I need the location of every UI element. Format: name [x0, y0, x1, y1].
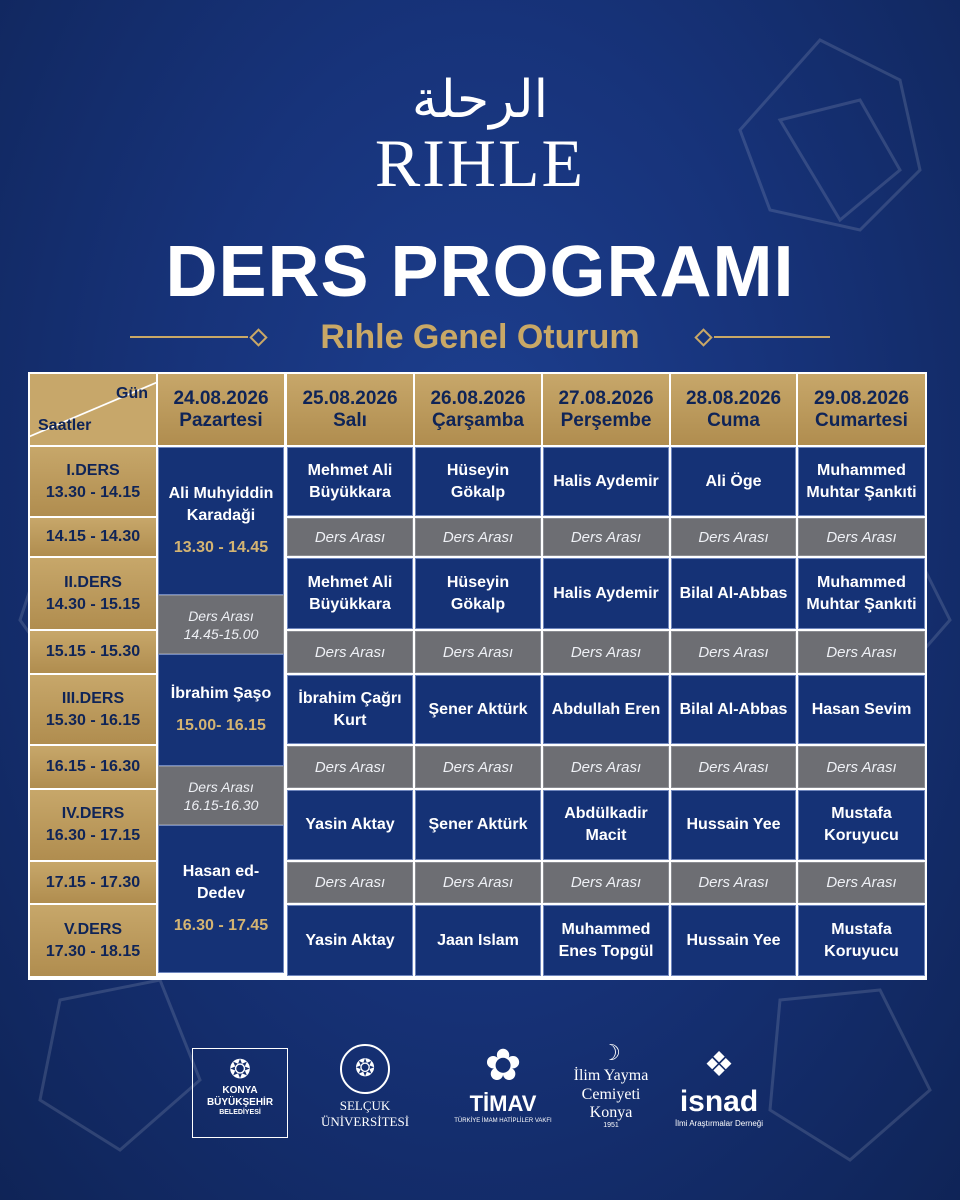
day-date: 27.08.2026 — [558, 387, 654, 409]
lesson-cell — [158, 654, 284, 766]
break-label: Ders Arası — [570, 643, 642, 661]
day-date: 26.08.2026 — [430, 387, 526, 409]
time-range: 14.15 - 14.30 — [45, 528, 141, 545]
lesson-cell — [415, 675, 541, 744]
lesson-teacher: İbrahim Çağrı Kurt — [298, 689, 402, 729]
break-label: Ders Arası — [826, 758, 897, 776]
day-header — [287, 374, 413, 445]
lesson-cell — [543, 447, 669, 516]
divider-right — [714, 336, 830, 338]
time-label: V.DERS — [63, 920, 123, 938]
break-cell — [543, 746, 669, 788]
lesson-teacher: Hasan ed-Dedev — [182, 863, 260, 902]
lesson-teacher: İbrahim Şaşo — [170, 685, 272, 702]
lesson-teacher: Hüseyin Gökalp — [446, 461, 510, 501]
break-label: Ders Arası — [570, 874, 642, 891]
lesson-teacher: Hasan Sevim — [811, 700, 912, 718]
lesson-teacher: Mustafa Koruyucu — [824, 920, 899, 960]
break-label: Ders Arası — [826, 874, 897, 891]
break-cell — [415, 746, 541, 788]
rosette-icon: ✿ — [484, 1041, 522, 1090]
break-cell — [543, 862, 669, 903]
break-label: Ders Arası — [698, 758, 769, 776]
lesson-teacher: Mehmet Ali Büyükkara — [307, 573, 393, 613]
eagle-emblem-icon: ❂ — [229, 1054, 251, 1084]
day-date: 25.08.2026 — [302, 387, 398, 409]
day-name: Cumartesi — [815, 409, 908, 431]
break-label: Ders Arası — [698, 643, 769, 661]
sponsor-selcuk-sub: ÜNİVERSİTESİ — [320, 1114, 410, 1129]
break-label: Ders Arası — [188, 778, 254, 795]
break-label: Ders Arası — [314, 874, 386, 891]
break-cell — [415, 631, 541, 673]
break-cell — [158, 595, 284, 654]
break-time: 16.15-16.30 — [183, 796, 259, 813]
lesson-teacher: Jaan Islam — [437, 931, 519, 949]
break-label: Ders Arası — [570, 528, 642, 546]
break-label: Ders Arası — [826, 528, 897, 546]
time-label: III.DERS — [61, 689, 125, 707]
time-range: 14.30 - 15.15 — [45, 595, 141, 613]
sponsor-timav-sub: TÜRKİYE İMAM HATİPLİLER VAKFI — [454, 1118, 552, 1124]
time-range: 16.15 - 16.30 — [45, 758, 141, 775]
lesson-cell — [798, 675, 925, 744]
time-slot — [30, 518, 156, 556]
break-label: Ders Arası — [314, 643, 386, 661]
lesson-teacher: Şener Aktürk — [428, 816, 528, 833]
sponsor-isnad-name: isnad — [679, 1085, 759, 1118]
lesson-teacher: Yasin Aktay — [305, 931, 395, 949]
crescent-star-icon: ☽ — [601, 1040, 621, 1065]
lesson-cell — [543, 558, 669, 629]
day-header — [158, 374, 284, 445]
sponsor-timav-name: TİMAV — [469, 1091, 537, 1116]
break-label: Ders Arası — [698, 528, 769, 546]
lesson-teacher: Hussain Yee — [686, 931, 781, 949]
page-subtitle: Rıhle Genel Oturum — [320, 318, 640, 356]
lesson-cell — [415, 790, 541, 860]
sponsor-logos — [0, 1040, 960, 1150]
lesson-teacher: Yasin Aktay — [305, 816, 395, 833]
day-name: Cuma — [707, 409, 760, 431]
time-slot — [30, 631, 156, 673]
break-cell — [798, 631, 925, 673]
break-time: 14.45-15.00 — [183, 625, 259, 642]
lesson-cell — [798, 905, 925, 976]
lesson-teacher: Şener Aktürk — [428, 700, 528, 718]
day-date: 29.08.2026 — [813, 387, 910, 409]
break-label: Ders Arası — [188, 607, 254, 624]
break-cell — [415, 518, 541, 556]
time-slot — [30, 790, 156, 860]
lesson-teacher: Halis Aydemir — [553, 472, 659, 490]
lesson-cell — [158, 447, 284, 595]
day-header — [543, 374, 669, 445]
break-cell — [415, 862, 541, 903]
lesson-teacher: Muhammed Muhtar Şankıti — [806, 573, 917, 613]
lesson-cell — [158, 825, 284, 973]
time-slot — [30, 558, 156, 629]
logo-latin: RIHLE — [374, 125, 586, 201]
lesson-cell — [287, 675, 413, 744]
break-label: Ders Arası — [442, 758, 514, 776]
lesson-time: 15.00- 16.15 — [176, 717, 266, 734]
lesson-cell — [543, 905, 669, 976]
break-cell — [798, 862, 925, 903]
lesson-cell — [287, 905, 413, 976]
lesson-cell — [287, 558, 413, 629]
lesson-teacher: Muhammed Enes Topgül — [558, 920, 654, 960]
day-header — [415, 374, 541, 445]
time-slot — [30, 447, 156, 516]
sponsor-ilim-yayma — [566, 1040, 656, 1150]
sponsor-konya-sub: BELEDİYESİ — [219, 1109, 261, 1116]
lesson-teacher: Abdülkadir Macit — [564, 805, 648, 844]
isnad-mark-icon: ❖ — [703, 1046, 735, 1084]
break-label: Ders Arası — [314, 528, 386, 546]
eagle-seal-icon: ❂ — [340, 1044, 390, 1094]
day-name: Çarşamba — [432, 409, 524, 431]
lesson-teacher: Bilal Al-Abbas — [679, 700, 788, 718]
day-name: Pazartesi — [179, 409, 263, 431]
time-range: 16.30 - 17.15 — [45, 827, 141, 844]
lesson-cell — [415, 447, 541, 516]
sponsor-selcuk-name: SELÇUK — [339, 1098, 391, 1113]
sponsor-ilim-name: İlim Yayma Cemiyeti — [573, 1067, 649, 1103]
sponsor-isnad-sub: İlmi Araştırmalar Derneği — [674, 1119, 764, 1128]
time-slot — [30, 746, 156, 788]
lesson-time: 16.30 - 17.45 — [173, 917, 269, 934]
break-cell — [287, 518, 413, 556]
break-cell — [543, 631, 669, 673]
lesson-teacher: Hüseyin Gökalp — [446, 573, 510, 613]
time-slot — [30, 862, 156, 903]
lesson-cell — [287, 447, 413, 516]
break-cell — [671, 631, 796, 673]
lesson-teacher: Abdullah Eren — [551, 700, 661, 718]
break-label: Ders Arası — [570, 758, 642, 776]
break-cell — [543, 518, 669, 556]
lesson-cell — [671, 905, 796, 976]
sponsor-konya-name: KONYA BÜYÜKŞEHİR — [206, 1085, 274, 1108]
sponsor-ilim-sub: Konya — [589, 1104, 633, 1121]
header-corner — [30, 374, 156, 445]
break-label: Ders Arası — [314, 758, 386, 776]
lesson-teacher: Halis Aydemir — [553, 584, 659, 602]
time-label: IV.DERS — [61, 805, 125, 822]
lesson-teacher: Bilal Al-Abbas — [679, 584, 788, 602]
break-cell — [158, 766, 284, 825]
sponsor-timav — [448, 1040, 558, 1150]
time-slot — [30, 675, 156, 744]
sponsor-konya — [192, 1048, 288, 1138]
lesson-cell — [287, 790, 413, 860]
break-cell — [671, 746, 796, 788]
break-label: Ders Arası — [442, 874, 514, 891]
break-label: Ders Arası — [442, 643, 514, 661]
lesson-teacher: Hussain Yee — [686, 816, 781, 833]
day-name: Perşembe — [560, 409, 652, 431]
day-header — [798, 374, 925, 445]
time-label: I.DERS — [66, 461, 120, 479]
lesson-cell — [415, 905, 541, 976]
lesson-cell — [415, 558, 541, 629]
lesson-teacher: Mustafa Koruyucu — [824, 805, 899, 844]
page-title: DERS PROGRAMI — [165, 232, 795, 312]
break-label: Ders Arası — [442, 528, 514, 546]
day-date: 24.08.2026 — [173, 387, 269, 409]
lesson-teacher: Mehmet Ali Büyükkara — [307, 461, 393, 501]
break-cell — [287, 631, 413, 673]
lesson-cell — [798, 558, 925, 629]
day-header — [671, 374, 796, 445]
time-range: 17.15 - 17.30 — [45, 873, 141, 891]
sponsor-ilim-year: 1951 — [603, 1122, 619, 1129]
lesson-teacher: Ali Öge — [705, 472, 762, 490]
header-saatler: Saatler — [38, 416, 92, 434]
lesson-cell — [671, 675, 796, 744]
lesson-cell — [671, 790, 796, 860]
time-range: 15.15 - 15.30 — [45, 643, 141, 660]
lesson-time: 13.30 - 14.45 — [173, 539, 269, 556]
lesson-teacher: Ali Muhyiddin Karadaği — [168, 485, 274, 524]
logo-arabic: الرحلة — [411, 70, 549, 130]
time-slot — [30, 905, 156, 976]
break-cell — [671, 518, 796, 556]
break-label: Ders Arası — [698, 874, 769, 891]
lesson-cell — [671, 447, 796, 516]
break-cell — [287, 746, 413, 788]
lesson-teacher: Muhammed Muhtar Şankıti — [806, 461, 917, 501]
time-range: 15.30 - 16.15 — [45, 711, 141, 729]
break-cell — [287, 862, 413, 903]
time-range: 17.30 - 18.15 — [45, 942, 141, 960]
time-label: II.DERS — [64, 573, 122, 591]
lesson-cell — [671, 558, 796, 629]
header-gun: Gün — [116, 384, 148, 402]
sponsor-selcuk — [300, 1044, 430, 1144]
lesson-cell — [798, 447, 925, 516]
sponsor-isnad — [664, 1044, 774, 1144]
lesson-cell — [543, 675, 669, 744]
break-cell — [798, 746, 925, 788]
break-label: Ders Arası — [826, 643, 897, 661]
day-name: Salı — [333, 409, 367, 431]
time-range: 13.30 - 14.15 — [45, 483, 141, 501]
lesson-cell — [798, 790, 925, 860]
lesson-cell — [543, 790, 669, 860]
day-date: 28.08.2026 — [685, 387, 782, 409]
break-cell — [671, 862, 796, 903]
break-cell — [798, 518, 925, 556]
